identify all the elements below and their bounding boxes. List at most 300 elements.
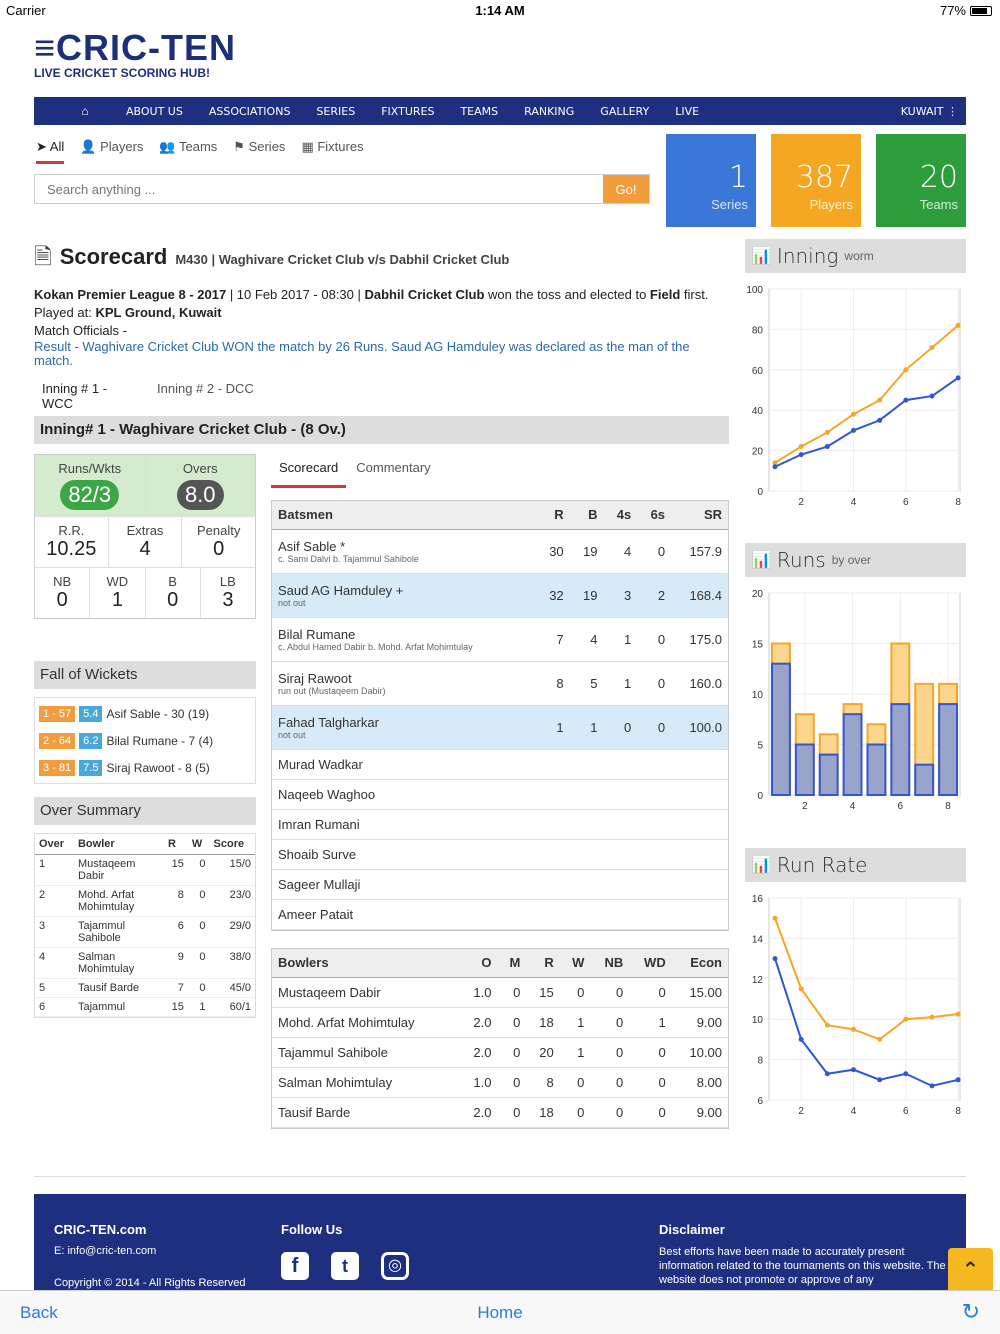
data-point	[929, 1015, 934, 1020]
bowler-name[interactable]: Salman Mohimtulay	[272, 1067, 460, 1097]
data-point	[799, 1037, 804, 1042]
fow-over: 5.4	[79, 706, 102, 722]
data-point	[825, 1023, 830, 1028]
bowler-row[interactable]	[272, 1007, 728, 1037]
bowler-name[interactable]: Tausif Barde	[272, 1097, 460, 1127]
fow-batsman: Asif Sable - 30 (19)	[106, 706, 210, 721]
extras-label: Extras	[126, 523, 164, 538]
over-cell: Mohd. Arfat Mohimtulay	[74, 886, 164, 917]
carrier-label: Carrier	[6, 3, 46, 18]
venue	[34, 304, 729, 322]
bowling-stat: 0	[629, 977, 672, 1007]
batsman-cell	[272, 617, 536, 661]
footer-brand: CRIC-TEN.com	[54, 1222, 147, 1237]
teams-tile[interactable]	[876, 134, 966, 227]
twitter-icon[interactable]: t	[331, 1252, 359, 1280]
data-point	[799, 452, 804, 457]
over-col-header: Over	[35, 834, 74, 855]
over-cell: Tausif Barde	[74, 979, 164, 998]
over-cell: 6	[164, 917, 188, 948]
over-cell: 1	[188, 998, 210, 1017]
data-point	[903, 1071, 908, 1076]
batsman-name[interactable]: Saud AG Hamduley +	[278, 582, 404, 598]
fow-title: Fall of Wickets	[34, 661, 256, 689]
fow-batsman: Bilal Rumane - 7 (4)	[106, 733, 214, 748]
tab-fixtures[interactable]: ▦ Fixtures	[301, 139, 364, 154]
toss-team: Dabhil Cricket Club	[364, 287, 485, 302]
bowling-stat: 1	[560, 1037, 591, 1067]
match-date: | 10 Feb 2017 - 08:30 |	[226, 287, 365, 302]
batting-stat: 0	[637, 529, 671, 573]
batsman-name[interactable]: Bilal Rumane	[278, 626, 356, 642]
dismissal: run out (Mustaqeem Dabir)	[278, 685, 386, 696]
site-logo[interactable]	[34, 27, 236, 80]
search-input[interactable]	[35, 175, 603, 203]
bowling-stat: 0	[590, 1097, 629, 1127]
bowler-row[interactable]	[272, 1037, 728, 1067]
nav-region-menu[interactable]	[901, 105, 958, 118]
bowler-row[interactable]	[272, 1067, 728, 1097]
scroll-top-button[interactable]: ⌃	[948, 1248, 993, 1293]
nb-label: NB	[53, 574, 72, 589]
over-cell: 8	[164, 886, 188, 917]
fow-item	[35, 754, 255, 781]
nav-live[interactable]: LIVE	[675, 104, 700, 118]
batting-col-header: 4s	[603, 501, 637, 529]
tab-scorecard[interactable]: Scorecard	[271, 458, 346, 488]
nav-about[interactable]: ABOUT US	[126, 104, 183, 118]
dnb-row	[272, 839, 728, 869]
batsman-name[interactable]: Asif Sable *	[278, 538, 346, 554]
fow-item	[35, 700, 255, 727]
wd-value: 1	[111, 589, 123, 611]
over-summary	[34, 797, 256, 1080]
bowling-stat: 0	[498, 1037, 527, 1067]
data-point	[799, 444, 804, 449]
lb-value: 3	[222, 589, 234, 611]
runs-value: 82/3	[60, 480, 119, 510]
nav-gallery[interactable]: GALLERY	[600, 104, 650, 118]
data-point	[851, 428, 856, 433]
toss-end: first.	[680, 287, 709, 302]
instagram-icon[interactable]: ◎	[381, 1252, 409, 1280]
batsman-name[interactable]: Siraj Rawoot	[278, 670, 352, 686]
bowling-stat: 0	[498, 1097, 527, 1127]
over-cell: 4	[35, 948, 74, 979]
bowling-stat: 8.00	[672, 1067, 728, 1097]
batsman-row[interactable]	[272, 661, 728, 705]
tab-inning-2[interactable]: Inning # 2 - DCC	[157, 381, 254, 396]
over-cell: 45/0	[210, 979, 255, 998]
bar	[939, 704, 957, 795]
status-bar	[0, 0, 1000, 22]
extras-value: 4	[139, 538, 151, 560]
y-tick-label: 20	[751, 446, 763, 458]
footer	[34, 1194, 966, 1294]
battery-indicator	[940, 3, 992, 18]
over-summary-title: Over Summary	[34, 797, 256, 825]
batsman-row[interactable]	[272, 617, 728, 661]
nav-ranking[interactable]: RANKING	[524, 104, 575, 118]
bowling-stat: 0	[590, 1037, 629, 1067]
home-link[interactable]: Home	[477, 1303, 523, 1322]
fow-score: 1 - 57	[39, 706, 75, 722]
refresh-icon[interactable]: ↻	[961, 1299, 980, 1324]
bowling-table	[271, 948, 729, 1129]
match-info	[34, 286, 729, 304]
tab-series[interactable]: ⚑ Series	[233, 139, 286, 154]
data-point	[825, 430, 830, 435]
bar	[796, 745, 814, 796]
batting-stat: 8	[536, 661, 570, 705]
search-bar	[34, 174, 650, 204]
footer-email[interactable]: E: info@cric-ten.com	[54, 1245, 157, 1257]
x-tick-label: 8	[955, 497, 961, 508]
batting-stat: 1	[603, 617, 637, 661]
batsman-cell	[272, 529, 536, 573]
tab-series-label: Series	[248, 139, 286, 154]
dismissal: c. Sami Dalvi b. Tajammul Sahibole	[278, 553, 419, 564]
data-point	[773, 956, 778, 961]
data-point	[903, 398, 908, 403]
series-label: Series	[711, 197, 748, 212]
batting-stat: 32	[536, 573, 570, 617]
batting-stat: 0	[637, 705, 671, 749]
bar	[891, 704, 909, 795]
data-point	[929, 345, 934, 350]
bowling-stat: 0	[498, 977, 527, 1007]
batting-table	[271, 500, 729, 931]
bowling-stat: 0	[629, 1097, 672, 1127]
y-tick-label: 14	[751, 934, 763, 946]
data-point	[877, 418, 882, 423]
batting-col-header: SR	[671, 501, 728, 529]
over-cell: Mustaqeem Dabir	[74, 855, 164, 886]
over-col-header: Bowler	[74, 834, 164, 855]
y-tick-label: 60	[751, 365, 763, 377]
home-link-wrap	[0, 1303, 1000, 1323]
bowler-name[interactable]: Tajammul Sahibole	[272, 1037, 460, 1067]
over-col-header: Score	[210, 834, 255, 855]
series-tile[interactable]	[666, 134, 756, 227]
dnb-batsman[interactable]: Sageer Mullaji	[278, 876, 361, 892]
batting-stat: 100.0	[671, 705, 728, 749]
bowling-stat: 0	[629, 1037, 672, 1067]
tab-players[interactable]: 👤 Players	[80, 139, 144, 154]
batting-stat: 160.0	[671, 661, 728, 705]
batting-col-header: B	[570, 501, 604, 529]
venue-name: KPL Ground, Kuwait	[95, 305, 222, 320]
batsman-row[interactable]	[272, 573, 728, 617]
page-title: Scorecard	[59, 244, 168, 269]
over-cell: 9	[164, 948, 188, 979]
bowler-name[interactable]: Mohd. Arfat Mohimtulay	[272, 1007, 460, 1037]
over-cell: 5	[35, 979, 74, 998]
bowling-stat: 0	[590, 1067, 629, 1097]
dnb-batsman[interactable]: Murad Wadkar	[278, 756, 363, 772]
batting-stat: 30	[536, 529, 570, 573]
x-tick-label: 2	[798, 1106, 804, 1117]
y-tick-label: 12	[751, 974, 763, 986]
batting-col-header: Batsmen	[272, 501, 536, 529]
over-cell: 0	[188, 948, 210, 979]
data-point	[956, 323, 961, 328]
document-icon: 🗎	[34, 244, 52, 269]
over-cell: 3	[35, 917, 74, 948]
dnb-batsman[interactable]: Ameer Patait	[278, 906, 354, 922]
disclaimer-title: Disclaimer	[659, 1222, 725, 1237]
data-point	[851, 1027, 856, 1032]
over-col-header: W	[188, 834, 210, 855]
bowling-stat: 0	[560, 1097, 591, 1127]
bowler-name[interactable]: Mustaqeem Dabir	[272, 977, 460, 1007]
over-cell: 60/1	[210, 998, 255, 1017]
bowling-stat: 2.0	[460, 1007, 498, 1037]
batting-stat: 1	[570, 705, 604, 749]
rr-label: R.R.	[58, 523, 85, 538]
y-tick-label: 8	[757, 1055, 763, 1067]
main-nav	[34, 97, 966, 125]
bowling-col-header: NB	[590, 949, 629, 977]
browser-bottom-bar	[0, 1290, 1000, 1334]
bowling-stat: 0	[590, 1007, 629, 1037]
run-rate-chart	[745, 848, 966, 1137]
nav-series[interactable]: SERIES	[316, 104, 356, 118]
plot-area	[769, 289, 960, 491]
bowling-col-header: WD	[629, 949, 672, 977]
battery-percent: 77%	[939, 3, 966, 18]
nav-teams[interactable]: TEAMS	[460, 104, 499, 118]
bowling-stat: 18	[526, 1007, 559, 1037]
batting-stat: 3	[603, 573, 637, 617]
tab-players-label: Players	[100, 139, 144, 154]
y-tick-label: 15	[751, 639, 763, 651]
batting-stat: 5	[570, 661, 604, 705]
runs-label: Runs/Wkts	[58, 461, 122, 476]
y-tick-label: 0	[757, 791, 763, 802]
teams-label: Teams	[919, 197, 958, 212]
inning-title: Inning# 1 - Waghivare Cricket Club - (8 Ov.)	[34, 416, 729, 444]
battery-icon	[970, 6, 992, 16]
clock: 1:14 AM	[475, 3, 525, 18]
bowling-col-header: Econ	[672, 949, 728, 977]
over-cell: 7	[164, 979, 188, 998]
data-point	[956, 1077, 961, 1082]
chart-title: Runs	[776, 548, 826, 572]
search-filter-tabs	[36, 139, 364, 164]
batting-stat: 4	[603, 529, 637, 573]
batsman-cell	[272, 661, 536, 705]
over-cell: 23/0	[210, 886, 255, 917]
logo-tagline: LIVE CRICKET SCORING HUB!	[34, 66, 211, 80]
x-tick-label: 2	[798, 497, 804, 508]
bowler-row[interactable]	[272, 1097, 728, 1127]
facebook-icon[interactable]: f	[281, 1252, 309, 1280]
players-label: Players	[809, 197, 853, 212]
toss-text: won the toss and elected to	[484, 287, 650, 302]
batting-stat: 0	[637, 661, 671, 705]
y-tick-label: 20	[751, 589, 763, 600]
over-row	[35, 855, 255, 886]
data-point	[851, 412, 856, 417]
batsman-name[interactable]: Fahad Talgharkar	[278, 714, 379, 730]
league-name: Kokan Premier League 8 - 2017	[34, 287, 227, 302]
y-tick-label: 5	[757, 740, 763, 752]
dnb-batsman[interactable]: Naqeeb Waghoo	[278, 786, 376, 802]
fall-of-wickets	[34, 661, 256, 784]
bowling-stat: 20	[526, 1037, 559, 1067]
fow-over: 6.2	[79, 733, 102, 749]
bowling-stat: 1	[629, 1007, 672, 1037]
follow-title: Follow Us	[281, 1222, 343, 1237]
score-summary	[34, 454, 256, 619]
bowler-row[interactable]	[272, 977, 728, 1007]
toss-choice: Field	[649, 287, 681, 302]
over-cell: 0	[188, 855, 210, 886]
data-point	[877, 1077, 882, 1082]
match-title: M430 | Waghivare Cricket Club v/s Dabhil Cricket Club	[175, 252, 510, 267]
tab-fixtures-label: Fixtures	[317, 139, 364, 154]
bar	[915, 765, 933, 795]
batsman-row[interactable]	[272, 529, 728, 573]
batting-stat: 0	[637, 617, 671, 661]
x-tick-label: 6	[897, 801, 904, 812]
over-cell: 15/0	[210, 855, 255, 886]
dnb-batsman[interactable]: Shoaib Surve	[278, 846, 357, 862]
tab-commentary[interactable]: Commentary	[356, 460, 431, 475]
bowling-stat: 18	[526, 1097, 559, 1127]
search-go-button[interactable]: Go!	[603, 175, 649, 203]
nav-fixtures[interactable]: FIXTURES	[381, 104, 435, 118]
batting-stat: 4	[570, 617, 604, 661]
over-cell: 6	[35, 998, 74, 1017]
data-point	[929, 1083, 934, 1088]
dnb-row	[272, 869, 728, 899]
back-button[interactable]: Back	[20, 1303, 58, 1322]
footer-copyright: Copyright © 2014 - All Rights Reserved	[54, 1277, 246, 1289]
data-point	[877, 398, 882, 403]
tab-teams[interactable]: 👥 Teams	[159, 139, 218, 154]
nav-associations[interactable]: ASSOCIATIONS	[208, 104, 291, 118]
chart-subtitle: worm	[844, 249, 874, 263]
y-tick-label: 80	[751, 325, 763, 337]
rr-value: 10.25	[46, 538, 97, 560]
fow-batsman: Siraj Rawoot - 8 (5)	[106, 760, 210, 775]
bowling-col-header: Bowlers	[272, 949, 460, 977]
data-point	[877, 1037, 882, 1042]
b-label: B	[168, 574, 177, 589]
y-tick-label: 10	[751, 690, 763, 701]
penalty-label: Penalty	[196, 523, 241, 538]
batting-stat: 19	[570, 529, 604, 573]
bowling-stat: 1.0	[460, 977, 498, 1007]
y-tick-label: 100	[746, 285, 763, 296]
b-value: 0	[167, 589, 179, 611]
overs-label: Overs	[182, 461, 218, 476]
batting-stat: 2	[637, 573, 671, 617]
bowling-stat: 0	[629, 1067, 672, 1097]
bowling-stat: 0	[560, 977, 591, 1007]
x-tick-label: 4	[850, 1106, 857, 1117]
over-cell: 0	[188, 886, 210, 917]
batting-stat: 175.0	[671, 617, 728, 661]
dnb-row	[272, 779, 728, 809]
home-icon[interactable]: ⌂	[81, 104, 89, 118]
batsman-row[interactable]	[272, 705, 728, 749]
bar-chart-icon: 📊	[751, 552, 771, 569]
series-count: 1	[728, 160, 748, 195]
venue-label: Played at:	[34, 305, 96, 320]
data-point	[929, 394, 934, 399]
chart-title: Run Rate	[776, 853, 868, 877]
y-tick-label: 6	[757, 1096, 763, 1107]
tab-all[interactable]: ➤ All	[36, 139, 64, 164]
more-vertical-icon: ⋮	[947, 104, 958, 118]
dismissal: c. Abdul Hamed Dabir b. Mohd. Arfat Mohimtulay	[278, 641, 473, 652]
x-tick-label: 2	[802, 801, 808, 812]
data-point	[903, 367, 908, 372]
x-tick-label: 6	[903, 497, 909, 508]
over-cell: 0	[188, 979, 210, 998]
teams-count: 20	[919, 160, 958, 195]
batting-stat: 168.4	[671, 573, 728, 617]
bowling-stat: 1.0	[460, 1067, 498, 1097]
bowling-col-header: M	[498, 949, 527, 977]
over-summary-table	[35, 834, 255, 1017]
data-point	[773, 916, 778, 921]
batting-stat: 1	[603, 661, 637, 705]
dnb-row	[272, 749, 728, 779]
overs-value: 8.0	[177, 480, 224, 510]
players-tile[interactable]	[771, 134, 861, 227]
fow-score: 2 - 64	[39, 733, 75, 749]
bowling-stat: 0	[498, 1007, 527, 1037]
dnb-batsman[interactable]: Imran Rumani	[278, 816, 360, 832]
batting-stat: 157.9	[671, 529, 728, 573]
dnb-row	[272, 809, 728, 839]
wd-label: WD	[106, 574, 129, 589]
bowling-col-header: W	[560, 949, 591, 977]
scorecard-tabs	[271, 458, 441, 488]
bar	[772, 664, 790, 795]
dismissal: not out	[278, 729, 306, 740]
dnb-row	[272, 899, 728, 929]
divider	[34, 1176, 966, 1177]
x-tick-label: 4	[850, 497, 857, 508]
data-point	[799, 986, 804, 991]
over-row	[35, 979, 255, 998]
bowling-col-header: R	[526, 949, 559, 977]
bar	[868, 745, 886, 796]
bowling-stat: 0	[590, 977, 629, 1007]
data-point	[825, 444, 830, 449]
bowling-stat: 2.0	[460, 1097, 498, 1127]
disclaimer-text: Best efforts have been made to accurately present information related to the tournaments on this website. The website does not promote or approve of any	[659, 1246, 946, 1286]
y-tick-label: 40	[751, 406, 763, 418]
match-result: Result - Waghivare Cricket Club WON the match by 26 Runs. Saud AG Hamduley was declared as the man of the match.	[34, 339, 690, 368]
bar	[844, 714, 862, 795]
series-line	[775, 959, 958, 1086]
over-cell: 0	[188, 917, 210, 948]
runrate-chart-svg	[745, 882, 966, 1132]
worm-chart-svg	[745, 273, 966, 513]
batting-stat: 0	[603, 705, 637, 749]
match-header	[34, 240, 729, 368]
tab-inning-1[interactable]: Inning # 1 - WCC	[34, 379, 149, 424]
bowling-stat: 9.00	[672, 1097, 728, 1127]
data-point	[825, 1071, 830, 1076]
y-tick-label: 0	[757, 487, 763, 498]
